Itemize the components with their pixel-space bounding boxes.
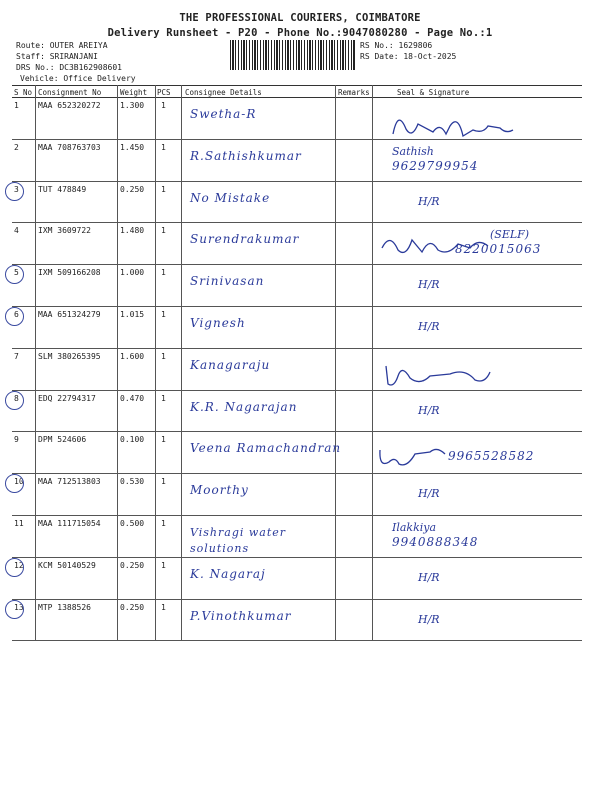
row-consignment-no: MAA 652320272	[38, 101, 101, 110]
row-signature: Ilakkiya	[392, 521, 437, 534]
row-weight: 0.500	[120, 519, 145, 528]
barcode	[230, 40, 355, 70]
company-title: THE PROFESSIONAL COURIERS, COIMBATORE	[179, 12, 421, 24]
row-phone-handwritten: 8220015063	[455, 242, 542, 257]
row-consignment-no: IXM 3609722	[38, 226, 91, 236]
col-header-sno: S No	[14, 88, 33, 97]
row-consignee-handwritten: Srinivasan	[190, 274, 265, 289]
row-consignee-handwritten: Kanagaraju	[190, 357, 271, 372]
row-pcs: 1	[161, 393, 166, 403]
row-pcs: 1	[161, 310, 166, 319]
row-weight: 1.600	[120, 351, 145, 361]
row-phone-handwritten: 9629799954	[392, 158, 479, 173]
row-consignment-no: MAA 651324279	[38, 310, 101, 319]
row-sno: 10	[14, 477, 24, 487]
row-consignee-handwritten: Moorthy	[190, 483, 249, 498]
col-header-consignee: Consignee Details	[185, 88, 262, 97]
row-divider	[12, 515, 582, 516]
row-weight: 1.480	[120, 226, 145, 236]
row-consignment-no: SLM 380265395	[38, 351, 101, 361]
row-consignee-handwritten: Swetha-R	[190, 107, 257, 121]
row-consignment-no: MTP 1388526	[38, 602, 91, 612]
row-number-circle	[5, 182, 24, 201]
row-signature: H/R	[418, 487, 440, 501]
row-pcs: 1	[161, 560, 166, 570]
row-weight: 1.000	[120, 268, 145, 278]
row-divider	[12, 640, 582, 641]
vehicle-label: Vehicle: Office Delivery	[20, 74, 136, 83]
row-sno: 12	[14, 560, 24, 570]
row-sno: 11	[14, 519, 24, 528]
row-weight: 0.530	[120, 477, 145, 487]
row-divider	[12, 222, 582, 223]
row-divider	[12, 431, 582, 432]
row-consignee-handwritten: Vignesh	[190, 316, 246, 330]
row-phone-handwritten: 9965528582	[448, 449, 535, 464]
row-signature: (SELF)	[490, 228, 530, 242]
row-weight: 1.300	[120, 101, 145, 110]
row-signature: H/R	[418, 320, 440, 333]
row-weight: 0.100	[120, 435, 145, 445]
row-number-circle	[5, 265, 24, 284]
row-divider	[12, 348, 582, 349]
row-sno: 3	[14, 184, 19, 194]
route-label: Route: OUTER AREIYA	[16, 41, 108, 50]
row-number-circle	[5, 474, 24, 493]
row-pcs: 1	[161, 602, 166, 612]
drs-label: DRS No.: DC3B162908601	[16, 63, 122, 72]
row-divider	[12, 557, 582, 558]
row-consignee-handwritten: K. Nagaraj	[190, 566, 266, 581]
signature-scribble-1	[388, 104, 528, 144]
rs-number: RS No.: 1629806	[360, 41, 433, 50]
row-consignment-no: KCM 50140529	[38, 560, 96, 570]
row-number-circle	[5, 307, 24, 326]
row-number-circle	[5, 600, 24, 619]
row-number-circle	[5, 391, 24, 410]
row-consignment-no: DPM 524606	[38, 435, 87, 445]
row-weight: 0.250	[120, 602, 145, 612]
row-number-circle	[5, 558, 24, 577]
row-consignment-no: MAA 708763703	[38, 142, 101, 152]
row-consignee-handwritten: Surendrakumar	[190, 232, 300, 247]
row-pcs: 1	[161, 351, 166, 361]
row-consignment-no: EDQ 22794317	[38, 393, 96, 403]
row-sno: 9	[14, 435, 19, 445]
row-sno: 7	[14, 351, 19, 361]
row-divider	[12, 264, 582, 265]
table-top-rule	[12, 85, 582, 86]
row-sno: 4	[14, 226, 19, 236]
row-pcs: 1	[161, 477, 166, 487]
row-signature: H/R	[418, 403, 440, 417]
row-consignee-handwritten: R.Sathishkumar	[190, 148, 302, 163]
row-phone-handwritten: 9940888348	[392, 535, 479, 549]
row-sno: 6	[14, 310, 19, 319]
signature-scribble-9	[375, 440, 450, 470]
row-weight: 0.470	[120, 393, 145, 403]
row-sno: 8	[14, 393, 19, 403]
row-signature: H/R	[418, 570, 440, 584]
rs-date: RS Date: 18-Oct-2025	[360, 52, 457, 61]
row-consignee-handwritten: No Mistake	[190, 190, 271, 205]
row-weight: 0.250	[120, 184, 145, 194]
row-consignee-handwritten: Vishragi water solutions	[190, 526, 287, 555]
row-consignee-handwritten: P.Vinothkumar	[190, 608, 292, 623]
row-weight: 1.015	[120, 310, 145, 319]
row-sno: 2	[14, 142, 19, 152]
row-divider	[12, 599, 582, 600]
row-pcs: 1	[161, 101, 166, 110]
row-pcs: 1	[161, 226, 166, 236]
row-signature: H/R	[418, 194, 440, 208]
row-sno: 1	[14, 101, 19, 110]
table-header-rule	[12, 97, 582, 98]
signature-scribble-7	[380, 358, 500, 390]
row-weight: 1.450	[120, 142, 145, 152]
row-weight: 0.250	[120, 560, 145, 570]
col-header-weight: Weight	[120, 88, 148, 97]
row-pcs: 1	[161, 435, 166, 445]
row-signature: Sathish	[392, 144, 434, 158]
col-header-remarks: Remarks	[338, 88, 370, 97]
row-divider	[12, 306, 582, 307]
runsheet-title: Delivery Runsheet - P20 - Phone No.:9047080280 - Page No.:1	[107, 27, 493, 39]
row-divider	[12, 181, 582, 182]
row-signature: H/R	[418, 612, 440, 626]
row-pcs: 1	[161, 268, 166, 278]
staff-label: Staff: SRIRANJANI	[16, 52, 98, 61]
row-consignee-handwritten: Veena Ramachandran	[190, 441, 342, 456]
col-header-pcs: PCS	[157, 88, 171, 97]
signature-scribble-4	[378, 228, 498, 260]
row-consignment-no: MAA 712513803	[38, 477, 101, 487]
row-pcs: 1	[161, 519, 166, 528]
row-pcs: 1	[161, 142, 166, 152]
row-sno: 5	[14, 268, 19, 278]
row-signature: H/R	[418, 278, 440, 292]
row-consignment-no: TUT 478849	[38, 184, 87, 194]
row-pcs: 1	[161, 184, 166, 194]
col-header-consignment: Consignment No	[38, 88, 102, 97]
col-header-signature: Seal & Signature	[397, 88, 470, 97]
row-sno: 13	[14, 602, 24, 612]
row-divider	[12, 473, 582, 474]
row-consignment-no: IXM 509166208	[38, 268, 101, 278]
row-consignment-no: MAA 111715054	[38, 519, 101, 528]
row-consignee-handwritten: K.R. Nagarajan	[190, 399, 298, 414]
